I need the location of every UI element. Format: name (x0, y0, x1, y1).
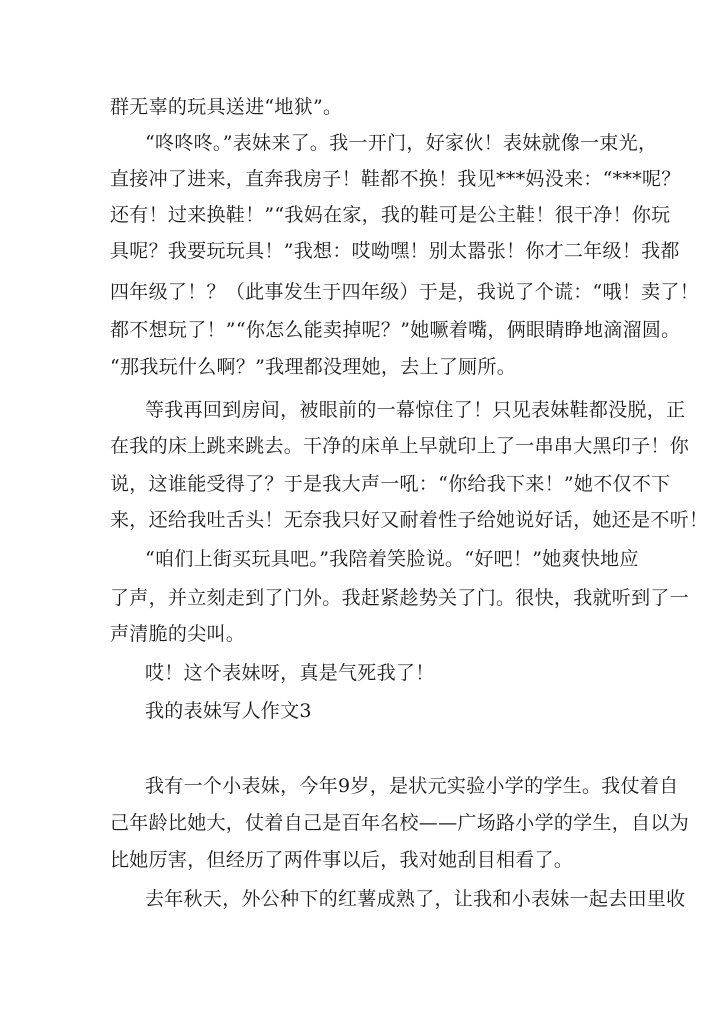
text-line: 说，这谁能受得了？于是我大声一吼：“你给我下来！”她不仅不下 (110, 473, 671, 495)
text-line: 直接冲了进来，直奔我房子！鞋都不换！我见***妈没来：“***呢？ (110, 168, 681, 190)
text-line: 还有！过来换鞋！”“我妈在家，我的鞋可是公主鞋！很干净！你玩 (110, 204, 671, 226)
text-line: 声清脆的尖叫。 (110, 623, 246, 645)
text-line: “那我玩什么啊？”我理都没理她，去上了厕所。 (110, 356, 517, 378)
text-line: 我的表妹写人作文3 (145, 700, 312, 722)
text-line: “咚咚咚。”表妹来了。我一开门，好家伙！表妹就像一束光， (145, 132, 658, 154)
text-line: 具呢？我要玩玩具！”我想：哎呦嘿！别太嚣张！你才二年级！我都 (110, 240, 680, 262)
text-line: 了声，并立刻走到了门外。我赶紧趁势关了门。很快，我就听到了一 (110, 587, 690, 609)
text-line: “咱们上街买玩具吧。”我陪着笑脸说。“好吧！”她爽快地应 (145, 548, 639, 570)
text-line: 比她厉害，但经历了两件事以后，我对她刮目相看了。 (110, 849, 574, 871)
text-line: 去年秋天，外公种下的红薯成熟了，让我和小表妹一起去田里收 (145, 888, 686, 910)
text-line: 哎！这个表妹呀，真是气死我了！ (145, 662, 435, 684)
text-line: 四年级了！？（此事发生于四年级）于是，我说了个谎：“哦！卖了！ (110, 281, 700, 303)
text-line: 己年龄比她大，仗着自己是百年名校——广场路小学的学生，自以为 (110, 812, 690, 834)
text-line: 等我再回到房间，被眼前的一幕惊住了！只见表妹鞋都没脱，正 (145, 399, 686, 421)
text-line: 群无辜的玩具送进“地狱”。 (110, 96, 343, 118)
text-line: 都不想玩了！”“你怎么能卖掉呢？”她噘着嘴，俩眼睛睁地滴溜圆。 (110, 319, 681, 341)
text-line: 在我的床上跳来跳去。干净的床单上早就印上了一串串大黑印子！你 (110, 435, 690, 457)
text-line: 来，还给我吐舌头！无奈我只好又耐着性子给她说好话，她还是不听！ (110, 509, 709, 531)
text-line: 我有一个小表妹，今年9岁，是状元实验小学的学生。我仗着自 (145, 775, 679, 797)
